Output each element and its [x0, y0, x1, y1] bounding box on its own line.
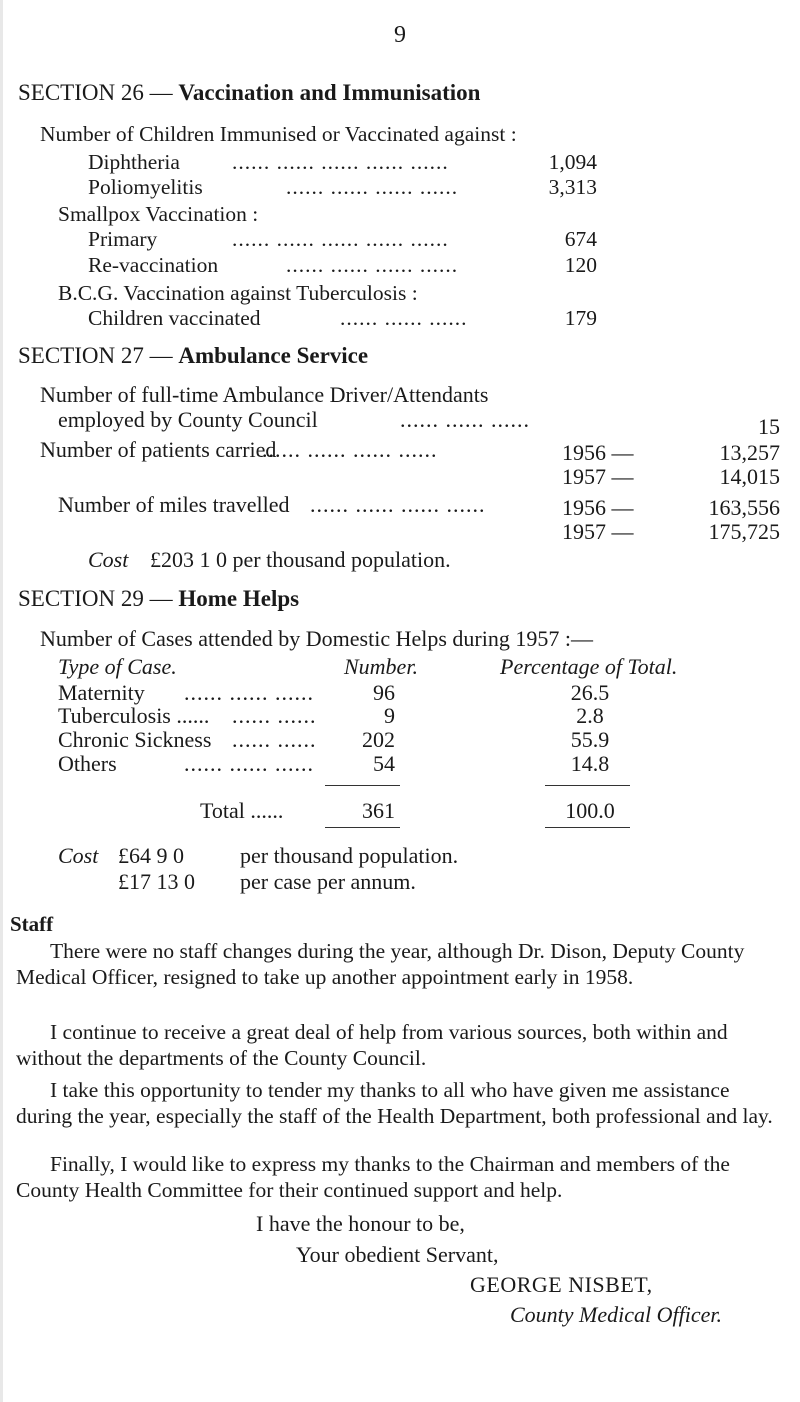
- home-helps-intro: Number of Cases attended by Domestic Helps during 1957 :—: [40, 626, 593, 651]
- row-number-chronic-sickness: 202: [362, 727, 395, 752]
- home-helps-cost-amount-1: £64 9 0: [118, 843, 184, 868]
- signatory-name: GEORGE NISBET,: [470, 1272, 653, 1297]
- home-helps-cost-text-1: per thousand population.: [240, 843, 459, 868]
- miles-value-1956: 163,556: [708, 495, 780, 520]
- total-label: Total ......: [200, 798, 284, 823]
- leader-dots: ...... ......: [232, 727, 317, 752]
- section-27-heading: [18, 343, 368, 369]
- patients-label: Number of patients carried: [40, 437, 277, 462]
- staff-paragraph-3: I take this opportunity to tender my thanks to all who have given me assistance during the year, especially the staff of the Health Department, both professional and lay.: [16, 1078, 773, 1128]
- staff-paragraph-1: There were no staff changes during the year, although Dr. Dison, Deputy County Medical Officer, resigned to take up another appointment early in 1958.: [16, 939, 745, 989]
- col-number-header: Number.: [344, 654, 418, 679]
- total-percentage: 100.0: [565, 798, 615, 823]
- leader-dots: ...... ...... ......: [184, 680, 314, 705]
- col-percentage-header: Percentage of Total.: [500, 654, 678, 679]
- row-type-others: Others: [58, 751, 117, 776]
- drivers-line-2: employed by County Council: [58, 407, 318, 432]
- miles-value-1957: 175,725: [708, 519, 780, 544]
- leader-dots: ...... ......: [232, 703, 317, 728]
- staff-heading: Staff: [10, 912, 54, 936]
- section-26-title: Vaccination and Immunisation: [178, 80, 481, 105]
- row-pct-maternity: 26.5: [570, 680, 610, 705]
- staff-paragraph-2: I continue to receive a great deal of help from various sources, both within and without the departments of the County Council.: [16, 1020, 728, 1070]
- leader-dots: ...... ...... ...... ......: [310, 492, 486, 517]
- section-29-number: SECTION 29 —: [18, 586, 173, 611]
- section-26-heading: [18, 80, 480, 106]
- s26-intro: Number of Children Immunised or Vaccinated against :: [40, 122, 517, 146]
- leader-dots: ...... ...... ...... ...... ......: [232, 150, 449, 174]
- leader-dots: ...... ...... ...... ...... ......: [232, 227, 449, 251]
- total-number: 361: [362, 798, 395, 823]
- drivers-line-1: Number of full-time Ambulance Driver/Attendants: [40, 382, 489, 407]
- row-pct-others: 14.8: [570, 751, 610, 776]
- ambulance-cost-text: £203 1 0 per thousand population.: [150, 547, 451, 572]
- patients-value-1956: 13,257: [719, 440, 780, 465]
- miles-label: Number of miles travelled: [58, 492, 290, 517]
- section-27-title: Ambulance Service: [178, 343, 369, 368]
- drivers-value: 15: [758, 414, 780, 439]
- leader-dots: ...... ...... ...... ......: [262, 437, 438, 462]
- smallpox-heading: Smallpox Vaccination :: [58, 202, 259, 226]
- patients-year-1957: 1957 —: [562, 464, 634, 489]
- section-29-heading: [18, 586, 299, 612]
- row-type-maternity: Maternity: [58, 680, 145, 705]
- diphtheria-label: Diphtheria: [88, 150, 180, 174]
- diphtheria-value: 1,094: [548, 150, 597, 174]
- number-subtotal-rule: [325, 785, 400, 786]
- closing-line: I have the honour to be,: [256, 1211, 465, 1236]
- miles-year-1956: 1956 —: [562, 495, 634, 520]
- home-helps-cost-text-2: per case per annum.: [240, 869, 416, 894]
- revaccination-value: 120: [564, 253, 597, 277]
- home-helps-cost-amount-2: £17 13 0: [118, 869, 195, 894]
- row-type-tuberculosis: Tuberculosis ......: [58, 703, 210, 728]
- children-vaccinated-value: 179: [564, 306, 597, 330]
- leader-dots: ...... ...... ...... ......: [286, 175, 459, 199]
- number-total-rule: [325, 827, 400, 828]
- row-number-maternity: 96: [373, 680, 395, 705]
- section-29-title: Home Helps: [178, 586, 300, 611]
- staff-paragraph-4: Finally, I would like to express my thanks to the Chairman and members of the County Health Committee for their continued support and help.: [16, 1152, 730, 1202]
- servant-line: Your obedient Servant,: [296, 1242, 499, 1267]
- bcg-heading: B.C.G. Vaccination against Tuberculosis :: [58, 281, 418, 305]
- signatory-title: County Medical Officer.: [510, 1302, 723, 1327]
- row-type-chronic-sickness: Chronic Sickness: [58, 727, 212, 752]
- percentage-subtotal-rule: [545, 785, 630, 786]
- home-helps-cost-label: Cost: [58, 843, 99, 868]
- patients-year-1956: 1956 —: [562, 440, 634, 465]
- poliomyelitis-label: Poliomyelitis: [88, 175, 203, 199]
- children-vaccinated-label: Children vaccinated: [88, 306, 261, 330]
- ambulance-cost-label: Cost: [88, 547, 129, 572]
- leader-dots: ...... ...... ......: [184, 751, 314, 776]
- leader-dots: ...... ...... ...... ......: [286, 253, 459, 277]
- page-number: 9: [394, 22, 406, 48]
- poliomyelitis-value: 3,313: [548, 175, 597, 199]
- row-pct-chronic-sickness: 55.9: [570, 727, 610, 752]
- row-number-tuberculosis: 9: [384, 703, 395, 728]
- section-26-number: SECTION 26 —: [18, 80, 173, 105]
- percentage-total-rule: [545, 827, 630, 828]
- revaccination-label: Re-vaccination: [88, 253, 219, 277]
- primary-label: Primary: [88, 227, 158, 251]
- leader-dots: ...... ...... ......: [400, 407, 530, 432]
- row-number-others: 54: [373, 751, 395, 776]
- col-type-header: Type of Case.: [58, 654, 177, 679]
- leader-dots: ...... ...... ......: [340, 306, 468, 330]
- primary-value: 674: [564, 227, 597, 251]
- patients-value-1957: 14,015: [719, 464, 780, 489]
- row-pct-tuberculosis: 2.8: [576, 703, 604, 728]
- miles-year-1957: 1957 —: [562, 519, 634, 544]
- section-27-number: SECTION 27 —: [18, 343, 173, 368]
- page-edge: [0, 0, 3, 1402]
